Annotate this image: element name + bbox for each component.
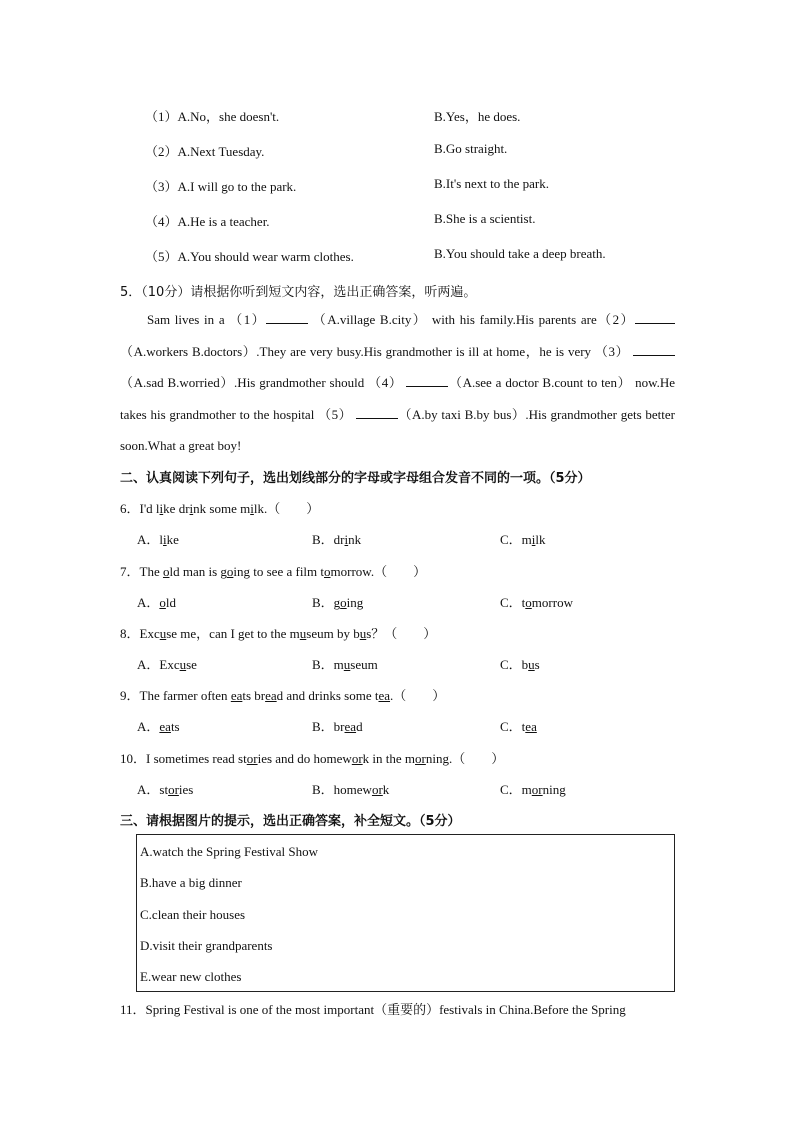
option-number: （1） (145, 109, 178, 124)
text-segment: ts (170, 719, 180, 734)
underlined-letters: or (531, 782, 543, 797)
text-segment: nk (348, 532, 362, 547)
underlined-letters: or (168, 782, 179, 797)
underlined-letters: i (344, 532, 349, 547)
listening-option-b: B.It's next to the park. (434, 176, 549, 191)
text-segment: ies (178, 782, 194, 797)
underlined-letters: or (415, 751, 426, 766)
underlined-letters: u (343, 657, 351, 672)
word-bank-option: D.visit their grandparents (140, 938, 273, 953)
q5-passage (120, 304, 675, 462)
text-segment: B．m (312, 657, 344, 672)
question-stem (120, 623, 436, 642)
answer-option-c[interactable] (500, 529, 546, 548)
section2-title: 二、认真阅读下列句子，选出划线部分的字母或字母组合发音不同的一项。（5分） (120, 471, 591, 486)
option-number: （2） (145, 144, 178, 159)
text-segment: 7．The (120, 564, 163, 579)
text-segment: ld man is g (169, 564, 227, 579)
question-stem (120, 561, 426, 580)
word-bank-box (136, 834, 675, 992)
answer-option-a[interactable] (137, 654, 197, 673)
text-segment: k in the m (362, 751, 416, 766)
text-segment: 10．I sometimes read st (120, 751, 247, 766)
underlined-letters: u (179, 657, 187, 672)
answer-blank[interactable] (635, 311, 675, 324)
answer-blank[interactable] (633, 343, 675, 356)
underlined-letters: i (531, 532, 536, 547)
text-segment: lk (535, 532, 546, 547)
text-segment: C．t (500, 719, 526, 734)
text-segment: A． (137, 719, 160, 734)
answer-option-b[interactable] (312, 779, 389, 798)
underlined-letters: o (162, 564, 170, 579)
option-a-text: A.No，she doesn't. (177, 109, 280, 124)
underlined-letters: u (359, 626, 367, 641)
answer-option-c[interactable] (500, 592, 573, 611)
underlined-letters: ea (525, 719, 537, 734)
text-segment: ning.（ ） (425, 751, 505, 766)
text-segment: C．t (500, 595, 526, 610)
text-segment: d and drinks some t (276, 688, 379, 703)
text-segment: .（ ） (390, 688, 446, 703)
answer-option-a[interactable] (137, 716, 180, 735)
text-segment: seum (350, 657, 378, 672)
answer-option-a[interactable] (137, 529, 179, 548)
underlined-letters: u (159, 626, 167, 641)
underlined-letters: ea (159, 719, 171, 734)
option-a-text: A.I will go to the park. (177, 179, 297, 194)
answer-option-c[interactable] (500, 716, 537, 735)
answer-blank[interactable] (406, 374, 448, 387)
passage-text: Sam lives in a （1） (147, 312, 267, 327)
text-segment: lk.（ ） (253, 501, 320, 516)
text-segment: seum by b (306, 626, 360, 641)
underlined-letters: i (163, 532, 167, 547)
underlined-letters: i (159, 501, 164, 516)
underlined-letters: o (525, 595, 532, 610)
underlined-letters: u (299, 626, 307, 641)
text-segment: s？（ ） (366, 626, 437, 641)
text-segment: ke (166, 532, 179, 547)
section3-title: 三、请根据图片的提示，选出正确答案，补全短文。（5分） (120, 814, 461, 829)
listening-option-a (145, 106, 279, 125)
option-number: （4） (145, 214, 178, 229)
text-segment: k (382, 782, 390, 797)
listening-option-a (145, 176, 296, 195)
q11-text: 11．Spring Festival is one of the most important（重要的）festivals in China.Before the Spring (120, 1002, 626, 1017)
answer-option-b[interactable] (312, 654, 378, 673)
text-segment: C．m (500, 532, 532, 547)
text-segment: ing (346, 595, 364, 610)
text-segment: d (356, 719, 363, 734)
text-segment: morrow.（ ） (330, 564, 427, 579)
text-segment: B．g (312, 595, 341, 610)
passage-text: （A.sad B.worried）.His grandmother should （4） (120, 375, 403, 390)
question-stem (120, 685, 445, 704)
text-segment: nk some m (193, 501, 251, 516)
underlined-letters: i (250, 501, 254, 516)
answer-option-b[interactable] (312, 592, 363, 611)
word-bank-option: E.wear new clothes (140, 969, 242, 984)
text-segment: B．br (312, 719, 345, 734)
text-segment: se (186, 657, 197, 672)
underlined-letters: ea (344, 719, 357, 734)
answer-option-a[interactable] (137, 592, 176, 611)
question-stem (120, 498, 319, 517)
option-number: （3） (145, 179, 178, 194)
answer-blank[interactable] (356, 406, 398, 419)
listening-option-b: B.You should take a deep breath. (434, 246, 606, 261)
listening-option-a (145, 211, 270, 230)
answer-option-b[interactable] (312, 716, 363, 735)
underlined-letters: or (246, 751, 258, 766)
word-bank-option: A.watch the Spring Festival Show (140, 844, 319, 859)
passage-text: （A.workers B.doctors）.They are very busy.His grandmother is ill at home，he is very （3） (120, 343, 630, 359)
passage-text: （A.by taxi B.by bus）.His grandmother gets better soon.What a great boy! (120, 406, 675, 453)
question-stem (120, 748, 504, 767)
underlined-letters: o (340, 595, 347, 610)
text-segment: ts br (242, 688, 266, 703)
text-segment: A．l (137, 532, 164, 547)
underlined-letters: ea (265, 688, 277, 703)
passage-text: （A.see a doctor B.count to ten） now.He takes his grandmother to the hospital （5） (120, 375, 676, 422)
passage-text: （A.village B.city） with his family.His parents are（2） (312, 312, 635, 327)
text-segment: 6．I'd l (120, 501, 160, 516)
answer-blank[interactable] (266, 311, 308, 324)
q5-title: 5．（10分）请根据你听到短文内容，选出正确答案，听两遍。 (120, 285, 477, 300)
text-segment: morrow (531, 595, 573, 610)
listening-option-b: B.She is a scientist. (434, 211, 536, 226)
text-segment: 9．The farmer often (120, 688, 231, 703)
underlined-letters: o (159, 595, 166, 610)
underlined-letters: ea (378, 688, 391, 703)
option-a-text: A.You should wear warm clothes. (177, 249, 354, 264)
underlined-letters: u (528, 657, 535, 672)
text-segment: A．st (137, 782, 169, 797)
underlined-letters: or (351, 751, 363, 766)
text-segment: C．b (500, 657, 529, 672)
text-segment: ing to see a film t (233, 564, 325, 579)
listening-option-b: B.Go straight. (434, 141, 508, 156)
answer-option-c[interactable] (500, 779, 566, 798)
text-segment: A．Exc (137, 657, 180, 672)
answer-option-b[interactable] (312, 529, 361, 548)
text-segment: ies and do homew (257, 751, 352, 766)
underlined-letters: o (226, 564, 234, 579)
text-segment: ld (165, 595, 177, 610)
option-a-text: A.Next Tuesday. (177, 144, 265, 159)
text-segment: se me，can I get to the m (166, 626, 300, 641)
listening-option-a (145, 246, 354, 265)
listening-option-a (145, 141, 264, 160)
answer-option-c[interactable] (500, 654, 540, 673)
underlined-letters: or (371, 782, 383, 797)
text-segment: ke dr (163, 501, 190, 516)
text-segment: 8．Exc (120, 626, 160, 641)
text-segment: s (534, 657, 540, 672)
option-a-text: A.He is a teacher. (177, 214, 270, 229)
word-bank-option: C.clean their houses (140, 907, 246, 922)
text-segment: ning (542, 782, 566, 797)
underlined-letters: o (324, 564, 331, 579)
text-segment: A． (137, 595, 160, 610)
text-segment: B．homew (312, 782, 372, 797)
option-number: （5） (145, 249, 178, 264)
text-segment: B．dr (312, 532, 345, 547)
underlined-letters: ea (230, 688, 243, 703)
word-bank-option: B.have a big dinner (140, 875, 242, 890)
listening-option-b: B.Yes，he does. (434, 109, 521, 124)
text-segment: C．m (500, 782, 532, 797)
answer-option-a[interactable] (137, 779, 193, 798)
underlined-letters: i (189, 501, 194, 516)
